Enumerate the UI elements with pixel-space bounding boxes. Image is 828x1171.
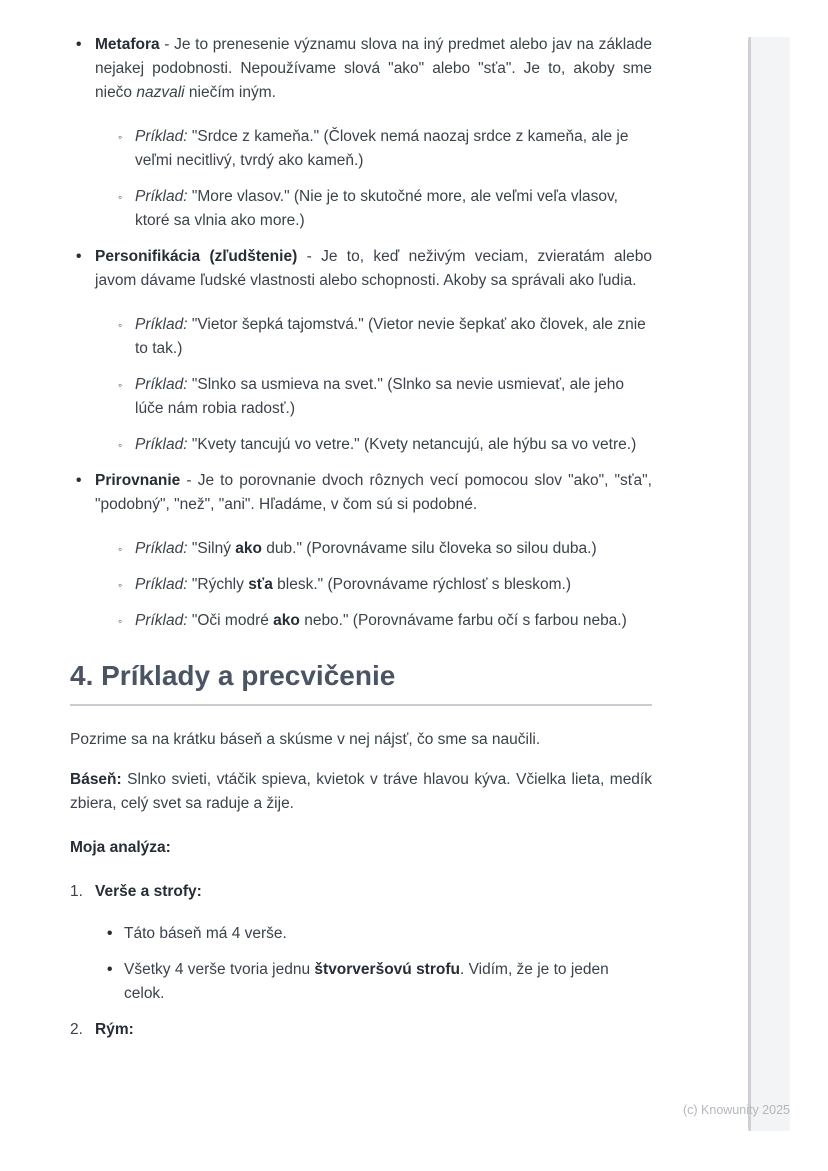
document-content bbox=[70, 33, 652, 1060]
example-item bbox=[118, 537, 652, 561]
analysis-points-list bbox=[95, 922, 652, 1006]
bullet-icon: • bbox=[76, 472, 82, 489]
analysis-point bbox=[107, 958, 652, 1006]
example-item bbox=[118, 373, 652, 421]
analysis-item bbox=[70, 1018, 652, 1042]
term-definition: Personifikácia (zľudštenie) - Je to, keď neživým veciam, zvieratám alebo javom dávame ľudské vlastnosti alebo schopnosti. Akoby sa správali ako ľudia. bbox=[95, 248, 652, 289]
circle-bullet-icon: ◦ bbox=[118, 378, 123, 392]
bullet-icon: • bbox=[76, 36, 82, 53]
examples-list bbox=[95, 313, 652, 457]
bullet-icon: • bbox=[107, 925, 113, 942]
section-heading: 4. Príklady a precvičenie bbox=[70, 659, 652, 706]
circle-bullet-icon: ◦ bbox=[118, 190, 123, 204]
term-definition: Prirovnanie - Je to porovnanie dvoch rôznych vecí pomocou slov "ako", "sťa", "podobný", "než", "ani". Hľadáme, v čom sú si podobné. bbox=[95, 472, 652, 513]
example-text: Príklad: "Oči modré ako nebo." (Porovnávame farbu očí s farbou neba.) bbox=[135, 612, 627, 629]
example-text: Príklad: "Silný ako dub." (Porovnávame silu človeka so silou duba.) bbox=[135, 540, 597, 557]
example-text: Príklad: "Rýchly sťa blesk." (Porovnávame rýchlosť s bleskom.) bbox=[135, 576, 572, 593]
copyright-watermark: (c) Knowunity 2025 bbox=[682, 1103, 790, 1117]
analysis-point bbox=[107, 922, 652, 946]
section-intro: Pozrime sa na krátku báseň a skúsme v nej nájsť, čo sme sa naučili. bbox=[70, 731, 541, 748]
circle-bullet-icon: ◦ bbox=[118, 318, 123, 332]
analysis-list bbox=[70, 880, 652, 1042]
list-item bbox=[70, 469, 652, 633]
analysis-label: Moja analýza: bbox=[70, 839, 171, 856]
circle-bullet-icon: ◦ bbox=[118, 438, 123, 452]
example-item bbox=[118, 573, 652, 597]
list-item bbox=[70, 33, 652, 233]
circle-bullet-icon: ◦ bbox=[118, 578, 123, 592]
examples-list bbox=[95, 125, 652, 233]
example-item bbox=[118, 313, 652, 361]
term-definition: Metafora - Je to prenesenie významu slova na iný predmet alebo jav na základe nejakej podobnosti. Nepoužívame slová "ako" alebo "sťa". Je to, akoby sme niečo nazvali niečím iným. bbox=[95, 36, 652, 101]
circle-bullet-icon: ◦ bbox=[118, 614, 123, 628]
analysis-item-title: Rým: bbox=[95, 1021, 134, 1038]
example-text: Príklad: "Vietor šepká tajomstvá." (Vietor nevie šepkať ako človek, ale znie to tak.) bbox=[135, 316, 646, 357]
example-text: Príklad: "More vlasov." (Nie je to skutočné more, ale veľmi veľa vlasov, ktoré sa vlnia ako more.) bbox=[135, 188, 618, 229]
example-item bbox=[118, 609, 652, 633]
list-number bbox=[70, 880, 83, 904]
example-item bbox=[118, 433, 652, 457]
example-item bbox=[118, 125, 652, 173]
analysis-item bbox=[70, 880, 652, 1006]
list-item bbox=[70, 245, 652, 457]
analysis-point-text: Táto báseň má 4 verše. bbox=[124, 925, 287, 942]
example-text: Príklad: "Slnko sa usmieva na svet." (Slnko sa nevie usmievať, ale jeho lúče nám robia radosť.) bbox=[135, 376, 624, 417]
analysis-point-text: Všetky 4 verše tvoria jednu štvorveršovú strofu. Vidím, že je to jeden celok. bbox=[124, 961, 609, 1002]
example-item bbox=[118, 185, 652, 233]
example-text: Príklad: "Srdce z kameňa." (Človek nemá naozaj srdce z kameňa, ale je veľmi necitlivý, tvrdý ako kameň.) bbox=[135, 128, 629, 169]
poem-text: Báseň: Slnko svieti, vtáčik spieva, kvietok v tráve hlavou kýva. Včielka lieta, medík zbiera, celý svet sa raduje a žije. bbox=[70, 771, 652, 812]
bullet-icon: • bbox=[107, 961, 113, 978]
circle-bullet-icon: ◦ bbox=[118, 130, 123, 144]
examples-list bbox=[95, 537, 652, 633]
list-number bbox=[70, 1018, 83, 1042]
circle-bullet-icon: ◦ bbox=[118, 542, 123, 556]
terms-list bbox=[70, 33, 652, 633]
bullet-icon: • bbox=[76, 248, 82, 265]
example-text: Príklad: "Kvety tancujú vo vetre." (Kvety netancujú, ale hýbu sa vo vetre.) bbox=[135, 436, 637, 453]
scrollbar-track[interactable] bbox=[748, 37, 790, 1131]
analysis-item-title: Verše a strofy: bbox=[95, 883, 202, 900]
